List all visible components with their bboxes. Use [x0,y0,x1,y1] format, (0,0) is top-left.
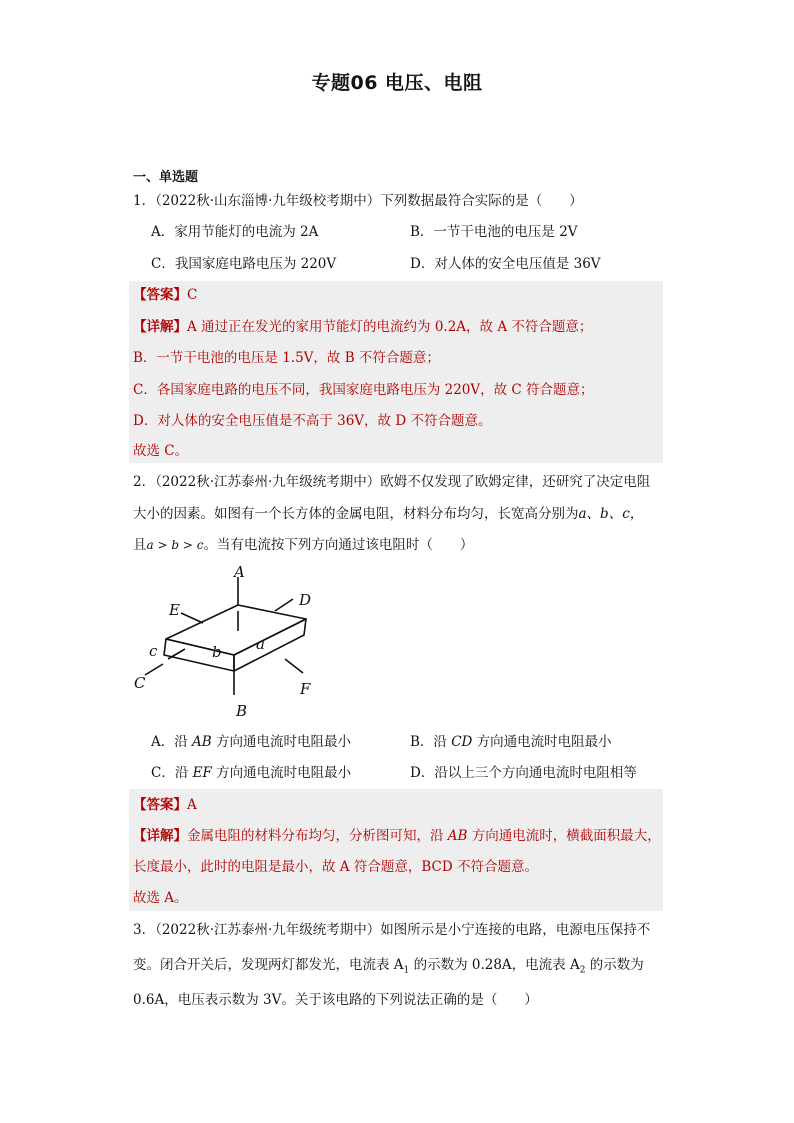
q1-option-a: A．家用节能灯的电流为 2A [151,224,319,240]
page-title: 专题06 电压、电阻 [311,72,483,94]
q2-option-a-post: 方向通电流时电阻最小 [211,734,352,750]
q1-option-b: B．一节干电池的电压是 2V [410,224,578,240]
q1-answer-value: C [187,287,198,303]
label-C: C [134,674,146,692]
lead-d [275,599,293,611]
q1-detail-1 [133,317,663,337]
q3-stem-1: 3．（2022秋·江苏泰州·九年级统考期中）如图所示是小宁连接的电路，电源电压保持不 [133,922,651,938]
q2-detail-dir: AB [447,828,468,844]
section-heading: 一、单选题 [133,170,199,185]
q2-option-b [410,732,612,752]
q2-detail-2: 长度最小，此时的电阻是最小，故 A 符合题意，BCD 不符合题意。 [133,859,538,875]
q1-detail-3: C．各国家庭电路的电压不同，我国家庭电路电压为 220V，故 C 符合题意； [133,382,594,398]
q2-option-d: D．沿以上三个方向通电流时电阻相等 [410,765,637,781]
label-E: E [169,601,180,619]
q2-stem-2-text: 大小的因素。如图有一个长方体的金属电阻，材料分布均匀，长宽高分别为 [133,506,579,522]
q3-stem-2-c: 的示数为 [585,957,644,973]
label-D: D [299,591,312,609]
q2-option-a-dir: AB [192,734,212,750]
q2-answer-value: A [187,797,197,813]
q1-answer [133,285,663,305]
q2-stem-3-post: 。当有电流按下列方向通过该电阻时（ ） [203,537,474,553]
q2-option-b-dir: CD [451,734,473,750]
answer-tag: 【答案】 [133,797,187,813]
label-b: b [212,643,222,661]
detail-tag: 【详解】 [133,319,187,335]
q2-option-a [151,732,351,752]
q2-option-b-pre: B．沿 [410,734,452,750]
lead-e [181,613,203,623]
q2-option-a-pre: A．沿 [151,734,193,750]
q2-option-c-dir: EF [192,765,212,781]
label-a: a [256,635,265,653]
q2-option-c [151,763,351,783]
q1-detail-5: 故选 C。 [133,443,189,459]
q2-answer [133,795,663,815]
q2-detail-3: 故选 A。 [133,890,188,906]
cuboid-side-face [234,619,306,671]
q3-stem-2 [133,955,663,981]
label-F: F [300,680,311,698]
q3-stem-3: 0.6A，电压表示数为 3V。关于该电路的下列说法正确的是（ ） [133,992,538,1008]
q1-detail-4: D．对人体的安全电压值是不高于 36V，故 D 不符合题意。 [133,413,492,429]
q2-stem-3-pre: 且 [133,537,147,553]
q1-answer-box [129,281,663,463]
q2-option-c-pre: C．沿 [151,765,193,781]
q1-detail-text-1: A 通过正在发光的家用节能灯的电流约为 0.2A，故 A 不符合题意； [187,319,593,335]
label-A: A [234,563,245,581]
q2-detail-pre: 金属电阻的材料分布均匀，分析图可知，沿 [187,828,448,844]
q2-option-c-post: 方向通电流时电阻最小 [211,765,352,781]
q3-stem-2-b: 的示数为 0.28A，电流表 A [409,957,580,973]
q2-option-b-post: 方向通电流时电阻最小 [472,734,612,750]
lead-f [285,659,303,673]
q1-option-d: D．对人体的安全电压值是 36V [410,256,601,272]
q2-detail-1 [133,826,663,846]
q3-sub-2: 2 [579,965,586,976]
q2-stem-3 [133,535,663,555]
answer-tag: 【答案】 [133,287,187,303]
q1-stem: 1．（2022秋·山东淄博·九年级校考期中）下列数据最符合实际的是（ ） [133,193,583,209]
q1-detail-2: B．一节干电池的电压是 1.5V，故 B 不符合题意； [133,350,440,366]
label-B: B [236,702,248,720]
q2-inequality: a > b > c [146,538,204,552]
detail-tag: 【详解】 [133,828,187,844]
q2-dimension-vars: a、b、c， [578,506,644,522]
q2-stem-2 [133,504,663,524]
q2-detail-post: 方向通电流时，横截面积最大， [467,828,661,844]
lead-c-outer [145,664,163,675]
label-c: c [149,642,158,660]
cuboid-resistor-figure [133,563,333,723]
q2-stem-1: 2．（2022秋·江苏泰州·九年级统考期中）欧姆不仅发现了欧姆定律，还研究了决定电阻 [133,474,651,490]
q1-option-c: C．我国家庭电路电压为 220V [151,256,337,272]
q3-stem-2-a: 变。闭合开关后，发现两灯都发光，电流表 A [133,957,404,973]
q3-sub-1: 1 [403,965,410,976]
